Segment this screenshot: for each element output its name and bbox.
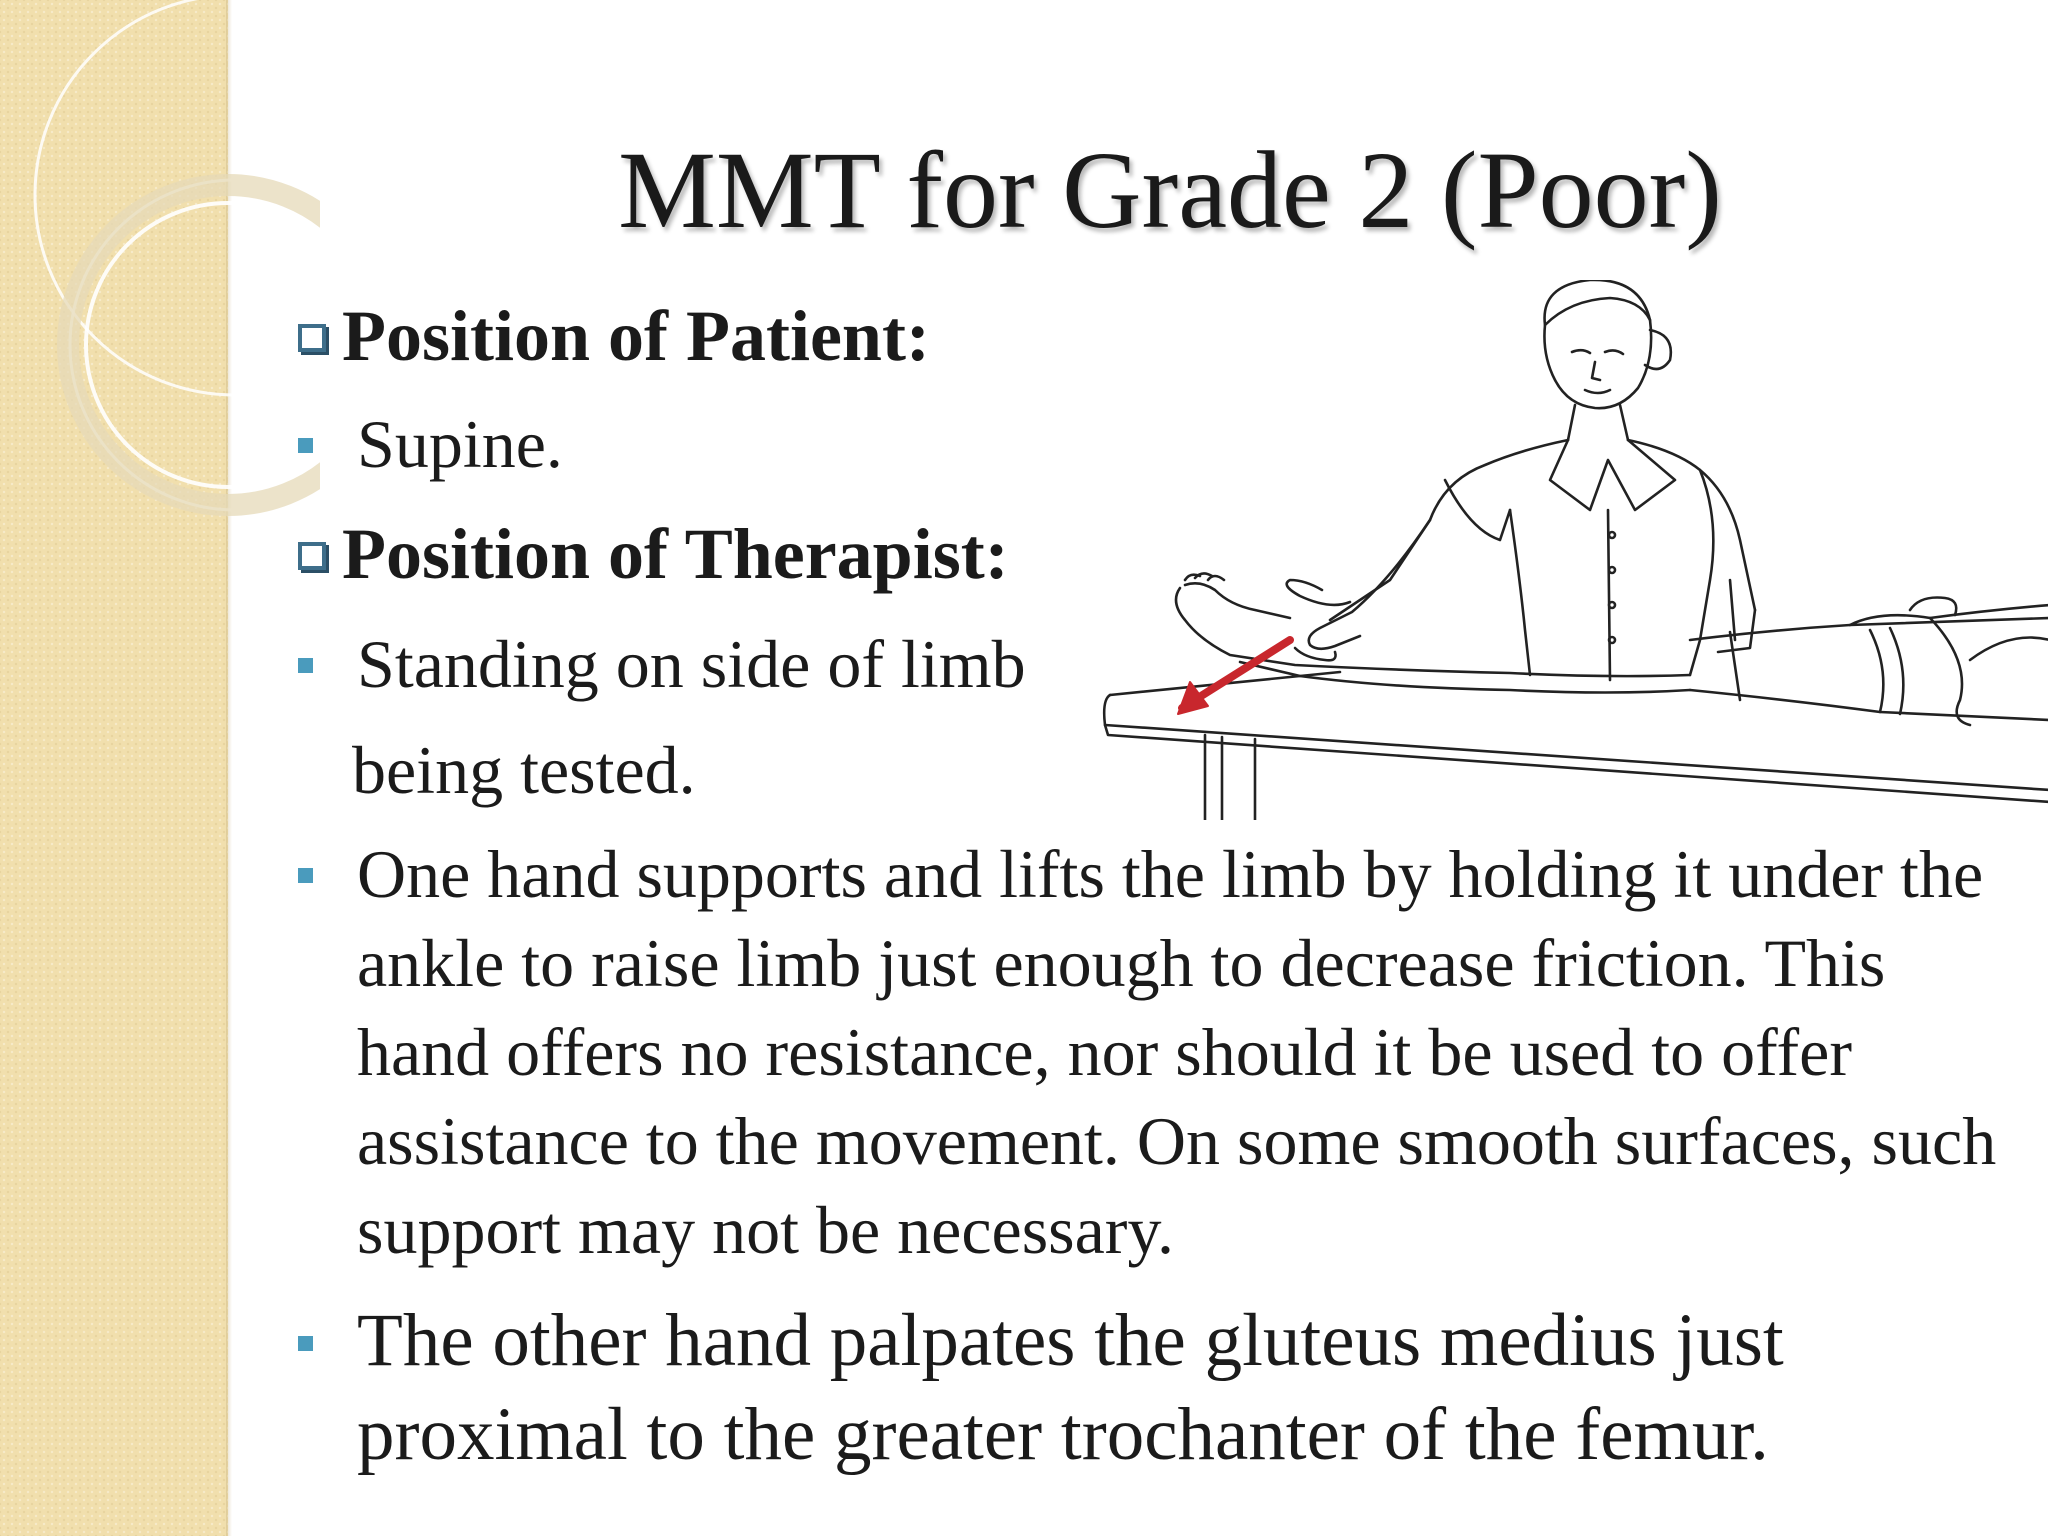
decor-rings-icon [0,0,320,520]
hollow-square-icon [298,542,326,570]
patient-figure-icon [1176,573,2048,725]
support-hand-item [298,830,1998,1275]
filled-square-icon [298,658,313,673]
patient-position-text: Supine. [357,406,563,482]
therapist-heading: Position of Therapist: [342,514,1009,594]
therapist-position-line1: Standing on side of limb [357,626,1026,702]
filled-square-icon [298,868,313,883]
patient-heading-row [298,296,930,376]
therapist-patient-illustration [1090,280,2048,820]
red-arrow-icon [1178,640,1290,714]
therapist-heading-row [298,514,1009,594]
therapist-position-item [298,620,1026,708]
support-hand-text: One hand supports and lifts the limb by holding it under the ankle to raise limb just enough to decrease friction. This hand offers no resistance, nor should it be used to offer assistance to the movement. On some smooth surfaces, such support may not be necessary. [357,836,1997,1268]
therapist-figure-icon [1287,280,1755,680]
exam-table-icon [1104,672,2048,820]
patient-heading: Position of Patient: [342,296,930,376]
filled-square-icon [298,1336,313,1351]
patient-position-item [298,400,563,488]
palpating-hand-item [298,1294,1998,1482]
slide-title: MMT for Grade 2 (Poor) [618,129,1722,251]
hollow-square-icon [298,324,326,352]
filled-square-icon [298,438,313,453]
palpating-hand-text: The other hand palpates the gluteus medius just proximal to the greater trochanter of the femur. [357,1299,1784,1476]
therapist-position-line2: being tested. [352,732,696,808]
